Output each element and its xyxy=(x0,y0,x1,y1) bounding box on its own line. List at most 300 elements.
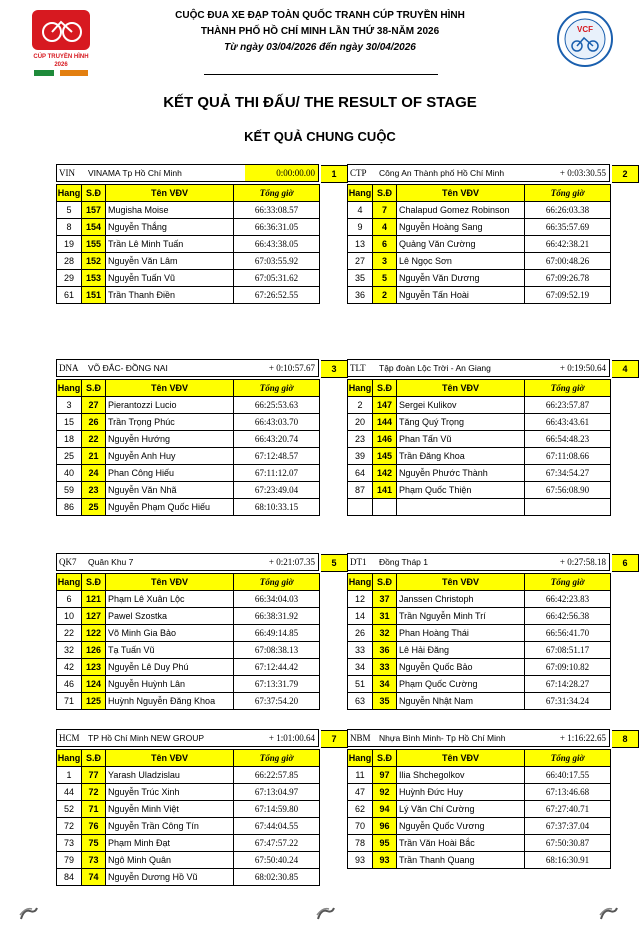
rider-bib: 5 xyxy=(373,270,397,287)
rider-name: Nguyễn Phước Thành xyxy=(397,465,525,482)
rider-bib: 125 xyxy=(82,693,106,710)
rider-bib: 124 xyxy=(82,676,106,693)
rider-rank: 2 xyxy=(348,397,373,414)
rider-bib: 27 xyxy=(82,397,106,414)
header-line-3: Từ ngày 03/04/2026 đến ngày 30/04/2026 xyxy=(224,42,416,53)
rider-time: 67:50:30.87 xyxy=(525,835,611,852)
rider-time: 67:23:49.04 xyxy=(234,482,320,499)
table-row xyxy=(57,482,320,499)
rider-name: Phan Hoàng Thái xyxy=(397,625,525,642)
col-header-time: Tổng giờ xyxy=(525,750,611,767)
table-row xyxy=(57,448,320,465)
rider-name: Nguyễn Văn Nhã xyxy=(106,482,234,499)
rider-name: Huỳnh Nguyễn Đăng Khoa xyxy=(106,693,234,710)
rider-rank xyxy=(348,499,373,516)
rider-rank: 33 xyxy=(348,642,373,659)
rider-rank: 3 xyxy=(57,397,82,414)
rider-bib: 123 xyxy=(82,659,106,676)
rider-time: 67:50:40.24 xyxy=(234,852,320,869)
col-header-time: Tổng giờ xyxy=(525,574,611,591)
rider-bib: 32 xyxy=(373,625,397,642)
team-block xyxy=(56,729,337,886)
rider-rank: 44 xyxy=(57,784,82,801)
rider-time: 67:47:57.22 xyxy=(234,835,320,852)
col-header-rank: Hang xyxy=(348,185,373,202)
rider-name: Trần Trọng Phúc xyxy=(106,414,234,431)
col-header-time: Tổng giờ xyxy=(234,750,320,767)
rider-time: 67:44:04.55 xyxy=(234,818,320,835)
rider-rank: 70 xyxy=(348,818,373,835)
rider-time: 66:25:53.63 xyxy=(234,397,320,414)
table-row xyxy=(57,869,320,886)
rider-name: Tăng Quý Trọng xyxy=(397,414,525,431)
rider-time: 68:16:30.91 xyxy=(525,852,611,869)
team-name: TP Hồ Chí Minh NEW GROUP xyxy=(88,733,205,743)
rider-bib: 146 xyxy=(373,431,397,448)
rider-time: 66:38:31.92 xyxy=(234,608,320,625)
rider-rank: 32 xyxy=(57,642,82,659)
rider-bib: 92 xyxy=(373,784,397,801)
rider-name: Nguyễn Văn Lâm xyxy=(106,253,234,270)
rider-time: 67:14:59.80 xyxy=(234,801,320,818)
rider-rank: 13 xyxy=(348,236,373,253)
team-header xyxy=(347,359,628,377)
rider-bib: 141 xyxy=(373,482,397,499)
rider-bib: 155 xyxy=(82,236,106,253)
rider-bib xyxy=(373,499,397,516)
rider-time: 67:13:46.68 xyxy=(525,784,611,801)
rider-name: Nguyễn Lê Duy Phú xyxy=(106,659,234,676)
team-time: + 0:21:07.35 xyxy=(268,557,315,567)
team-time: + 1:16:22.65 xyxy=(559,733,606,743)
table-row xyxy=(348,270,611,287)
team-header xyxy=(347,553,628,571)
rider-name: Nguyễn Hoàng Sang xyxy=(397,219,525,236)
col-header-rank: Hang xyxy=(57,380,82,397)
table-row xyxy=(57,625,320,642)
col-header-name: Tên VĐV xyxy=(397,750,525,767)
table-row xyxy=(57,835,320,852)
rider-bib: 21 xyxy=(82,448,106,465)
team-name: Quân Khu 7 xyxy=(88,557,134,567)
team-code: QK7 xyxy=(59,557,77,567)
rider-time: 66:42:23.83 xyxy=(525,591,611,608)
table-row xyxy=(57,608,320,625)
col-header-time: Tổng giờ xyxy=(525,185,611,202)
col-header-bib: S.Đ xyxy=(373,750,397,767)
footer-logo-left xyxy=(18,905,40,923)
rider-time: 66:33:08.57 xyxy=(234,202,320,219)
rider-time: 67:11:08.66 xyxy=(525,448,611,465)
team-time: + 0:19:50.64 xyxy=(559,363,606,373)
table-row xyxy=(348,676,611,693)
rider-name: Mugisha Moise xyxy=(106,202,234,219)
table-row xyxy=(348,852,611,869)
rider-name: Huỳnh Đức Huy xyxy=(397,784,525,801)
col-header-time: Tổng giờ xyxy=(234,380,320,397)
team-name: VINAMA Tp Hồ Chí Minh xyxy=(88,168,182,178)
rider-time: 67:27:40.71 xyxy=(525,801,611,818)
rider-name: Nguyễn Thắng xyxy=(106,219,234,236)
table-row xyxy=(348,448,611,465)
rider-name: Lý Văn Chí Cường xyxy=(397,801,525,818)
table-row xyxy=(348,499,611,516)
rider-name: Tạ Tuấn Vũ xyxy=(106,642,234,659)
col-header-bib: S.Đ xyxy=(373,185,397,202)
col-header-name: Tên VĐV xyxy=(397,185,525,202)
header-divider xyxy=(204,74,438,75)
team-name: Nhựa Bình Minh- Tp Hồ Chí Minh xyxy=(379,733,506,743)
rider-bib: 23 xyxy=(82,482,106,499)
rider-rank: 36 xyxy=(348,287,373,304)
rider-rank: 93 xyxy=(348,852,373,869)
team-position: 3 xyxy=(321,360,348,378)
rider-bib: 2 xyxy=(373,287,397,304)
rider-time: 66:40:17.55 xyxy=(525,767,611,784)
rider-bib: 25 xyxy=(82,499,106,516)
rider-name: Trần Thanh Điền xyxy=(106,287,234,304)
rider-time: 66:54:48.23 xyxy=(525,431,611,448)
table-row xyxy=(348,465,611,482)
rider-rank: 5 xyxy=(57,202,82,219)
rider-name: Trần Thanh Quang xyxy=(397,852,525,869)
rider-rank: 63 xyxy=(348,693,373,710)
rider-rank: 22 xyxy=(57,625,82,642)
rider-time: 66:56:41.70 xyxy=(525,625,611,642)
rider-rank: 10 xyxy=(57,608,82,625)
team-block xyxy=(347,553,628,710)
rider-bib: 126 xyxy=(82,642,106,659)
table-row xyxy=(57,219,320,236)
rider-name: Ngô Minh Quân xyxy=(106,852,234,869)
table-row xyxy=(348,219,611,236)
rider-bib: 36 xyxy=(373,642,397,659)
rider-rank: 79 xyxy=(57,852,82,869)
team-header xyxy=(56,359,337,377)
col-header-rank: Hang xyxy=(348,380,373,397)
rider-bib: 76 xyxy=(82,818,106,835)
team-time: + 0:03:30.55 xyxy=(559,168,606,178)
rider-rank: 6 xyxy=(57,591,82,608)
table-row xyxy=(57,431,320,448)
rider-time: 67:11:12.07 xyxy=(234,465,320,482)
table-row xyxy=(348,693,611,710)
rider-time: 66:43:43.61 xyxy=(525,414,611,431)
rider-rank: 9 xyxy=(348,219,373,236)
team-position: 1 xyxy=(321,165,348,183)
rider-name: Phan Công Hiếu xyxy=(106,465,234,482)
table-row xyxy=(57,236,320,253)
rider-rank: 15 xyxy=(57,414,82,431)
rider-name: Trần Đăng Khoa xyxy=(397,448,525,465)
rider-rank: 61 xyxy=(57,287,82,304)
rider-name: Nguyễn Văn Dương xyxy=(397,270,525,287)
col-header-name: Tên VĐV xyxy=(106,750,234,767)
rider-bib: 77 xyxy=(82,767,106,784)
col-header-name: Tên VĐV xyxy=(106,185,234,202)
rider-bib: 75 xyxy=(82,835,106,852)
rider-name: Yarash Uladzislau xyxy=(106,767,234,784)
col-header-time: Tổng giờ xyxy=(525,380,611,397)
team-position: 6 xyxy=(612,554,639,572)
col-header-bib: S.Đ xyxy=(373,380,397,397)
rider-rank: 19 xyxy=(57,236,82,253)
rider-bib: 4 xyxy=(373,219,397,236)
rider-bib: 151 xyxy=(82,287,106,304)
team-time: + 0:27:58.18 xyxy=(559,557,606,567)
rider-bib: 122 xyxy=(82,625,106,642)
rider-time: 66:34:04.03 xyxy=(234,591,320,608)
col-header-time: Tổng giờ xyxy=(234,185,320,202)
rider-bib: 97 xyxy=(373,767,397,784)
rider-rank: 46 xyxy=(57,676,82,693)
rider-rank: 84 xyxy=(57,869,82,886)
rider-name: Phạm Quốc Thiện xyxy=(397,482,525,499)
rider-rank: 73 xyxy=(57,835,82,852)
rider-bib: 157 xyxy=(82,202,106,219)
rider-bib: 31 xyxy=(373,608,397,625)
rider-name xyxy=(397,499,525,516)
header-line-2: THÀNH PHỐ HỒ CHÍ MINH LẦN THỨ 38-NĂM 2026 xyxy=(200,26,440,37)
rider-time: 67:05:31.62 xyxy=(234,270,320,287)
rider-name: Nguyễn Anh Huy xyxy=(106,448,234,465)
rider-bib: 152 xyxy=(82,253,106,270)
col-header-rank: Hang xyxy=(57,185,82,202)
team-header xyxy=(56,553,337,571)
table-row xyxy=(348,767,611,784)
rider-rank: 71 xyxy=(57,693,82,710)
col-header-rank: Hang xyxy=(57,574,82,591)
table-row xyxy=(57,693,320,710)
table-row xyxy=(57,642,320,659)
rider-rank: 26 xyxy=(348,625,373,642)
col-header-rank: Hang xyxy=(348,750,373,767)
rider-time: 67:12:48.57 xyxy=(234,448,320,465)
team-block xyxy=(56,553,337,710)
rider-rank: 62 xyxy=(348,801,373,818)
rider-bib: 74 xyxy=(82,869,106,886)
rider-name: Quảng Văn Cường xyxy=(397,236,525,253)
rider-bib: 142 xyxy=(373,465,397,482)
team-table xyxy=(56,184,320,304)
rider-time: 67:14:28.27 xyxy=(525,676,611,693)
table-row xyxy=(348,482,611,499)
team-position: 4 xyxy=(612,360,639,378)
header-line-1: CUỘC ĐUA XE ĐẠP TOÀN QUỐC TRANH CÚP TRUYỀN HÌNH xyxy=(175,10,465,21)
rider-time: 67:37:37.04 xyxy=(525,818,611,835)
team-position: 8 xyxy=(612,730,639,748)
rider-rank: 25 xyxy=(57,448,82,465)
rider-time: 66:26:03.38 xyxy=(525,202,611,219)
rider-name: Nguyễn Quốc Bảo xyxy=(397,659,525,676)
team-code: TLT xyxy=(350,363,366,373)
rider-bib: 37 xyxy=(373,591,397,608)
rider-rank: 87 xyxy=(348,482,373,499)
rider-rank: 42 xyxy=(57,659,82,676)
rider-time: 66:42:56.38 xyxy=(525,608,611,625)
table-row xyxy=(348,784,611,801)
col-header-bib: S.Đ xyxy=(82,574,106,591)
table-row xyxy=(57,287,320,304)
rider-time: 66:35:57.69 xyxy=(525,219,611,236)
rider-time: 67:13:04.97 xyxy=(234,784,320,801)
rider-rank: 40 xyxy=(57,465,82,482)
rider-bib: 121 xyxy=(82,591,106,608)
rider-rank: 8 xyxy=(57,219,82,236)
team-header xyxy=(56,164,337,182)
table-row xyxy=(348,591,611,608)
rider-bib: 147 xyxy=(373,397,397,414)
rider-time: 66:22:57.85 xyxy=(234,767,320,784)
table-row xyxy=(57,659,320,676)
rider-bib: 33 xyxy=(373,659,397,676)
rider-rank: 23 xyxy=(348,431,373,448)
rider-name: Lê Hải Đăng xyxy=(397,642,525,659)
table-row xyxy=(57,767,320,784)
table-row xyxy=(348,659,611,676)
rider-name: Nguyễn Nhật Nam xyxy=(397,693,525,710)
rider-name: Phạm Quốc Cường xyxy=(397,676,525,693)
table-row xyxy=(57,852,320,869)
team-position: 5 xyxy=(321,554,348,572)
rider-bib: 153 xyxy=(82,270,106,287)
rider-time: 67:37:54.20 xyxy=(234,693,320,710)
table-row xyxy=(57,465,320,482)
rider-bib: 26 xyxy=(82,414,106,431)
table-row xyxy=(57,801,320,818)
table-row xyxy=(348,236,611,253)
page-title: KẾT QUẢ THI ĐẤU/ THE RESULT OF STAGE xyxy=(163,94,477,111)
rider-bib: 71 xyxy=(82,801,106,818)
team-table xyxy=(347,573,611,710)
rider-name: Nguyễn Huỳnh Lân xyxy=(106,676,234,693)
page-subtitle: KẾT QUẢ CHUNG CUỘC xyxy=(244,129,396,144)
rider-name: Nguyễn Phạm Quốc Hiếu xyxy=(106,499,234,516)
rider-bib: 94 xyxy=(373,801,397,818)
rider-rank: 28 xyxy=(57,253,82,270)
rider-rank: 11 xyxy=(348,767,373,784)
team-code: NBM xyxy=(350,733,371,743)
rider-rank: 51 xyxy=(348,676,373,693)
rider-rank: 20 xyxy=(348,414,373,431)
rider-time: 67:08:51.17 xyxy=(525,642,611,659)
col-header-time: Tổng giờ xyxy=(234,574,320,591)
rider-time: 67:12:44.42 xyxy=(234,659,320,676)
rider-bib: 127 xyxy=(82,608,106,625)
table-row xyxy=(348,414,611,431)
rider-name: Nguyễn Tuấn Vũ xyxy=(106,270,234,287)
team-code: DNA xyxy=(59,363,79,373)
rider-name: Phạm Minh Đạt xyxy=(106,835,234,852)
table-row xyxy=(57,499,320,516)
rider-time: 67:56:08.90 xyxy=(525,482,611,499)
table-row xyxy=(348,642,611,659)
table-row xyxy=(57,397,320,414)
team-position: 2 xyxy=(612,165,639,183)
table-row xyxy=(57,253,320,270)
rider-name: Trần Lê Minh Tuấn xyxy=(106,236,234,253)
team-code: DT1 xyxy=(350,557,367,567)
rider-name: Nguyễn Minh Việt xyxy=(106,801,234,818)
col-header-rank: Hang xyxy=(57,750,82,767)
table-row xyxy=(348,397,611,414)
team-table xyxy=(56,749,320,886)
team-name: VÕ ĐẮC- ĐỒNG NAI xyxy=(88,363,168,373)
rider-name: Nguyễn Trúc Xinh xyxy=(106,784,234,801)
col-header-name: Tên VĐV xyxy=(397,574,525,591)
rider-bib: 96 xyxy=(373,818,397,835)
rider-bib: 24 xyxy=(82,465,106,482)
table-row xyxy=(348,801,611,818)
table-row xyxy=(348,625,611,642)
table-row xyxy=(57,202,320,219)
table-row xyxy=(348,835,611,852)
team-name: Đồng Tháp 1 xyxy=(379,557,428,567)
rider-time: 67:09:10.82 xyxy=(525,659,611,676)
rider-time: 66:43:20.74 xyxy=(234,431,320,448)
team-table xyxy=(56,573,320,710)
rider-name: Nguyễn Quốc Vương xyxy=(397,818,525,835)
rider-name: Phan Tấn Vũ xyxy=(397,431,525,448)
rider-bib: 7 xyxy=(373,202,397,219)
table-row xyxy=(57,818,320,835)
rider-rank: 14 xyxy=(348,608,373,625)
rider-bib: 22 xyxy=(82,431,106,448)
rider-rank: 35 xyxy=(348,270,373,287)
table-row xyxy=(348,287,611,304)
rider-name: Nguyễn Hướng xyxy=(106,431,234,448)
team-block xyxy=(347,359,628,516)
rider-time: 67:31:34.24 xyxy=(525,693,611,710)
team-table xyxy=(56,379,320,516)
table-row xyxy=(57,676,320,693)
rider-name: Nguyễn Dương Hồ Vũ xyxy=(106,869,234,886)
rider-bib: 95 xyxy=(373,835,397,852)
team-name: Tập đoàn Lộc Trời - An Giang xyxy=(379,363,491,373)
team-time: + 1:01:00.64 xyxy=(268,733,315,743)
rider-rank: 29 xyxy=(57,270,82,287)
team-header xyxy=(56,729,337,747)
table-row xyxy=(348,431,611,448)
team-code: VIN xyxy=(59,168,75,178)
rider-name: Nguyễn Tấn Hoài xyxy=(397,287,525,304)
rider-bib: 73 xyxy=(82,852,106,869)
rider-rank: 86 xyxy=(57,499,82,516)
rider-time: 67:09:52.19 xyxy=(525,287,611,304)
team-position: 7 xyxy=(321,730,348,748)
rider-rank: 52 xyxy=(57,801,82,818)
rider-name: Phạm Lê Xuân Lộc xyxy=(106,591,234,608)
rider-name: Ilia Shchegolkov xyxy=(397,767,525,784)
rider-time xyxy=(525,499,611,516)
rider-rank: 12 xyxy=(348,591,373,608)
col-header-rank: Hang xyxy=(348,574,373,591)
team-block xyxy=(56,359,337,516)
team-block xyxy=(56,164,337,304)
team-table xyxy=(347,749,611,869)
team-code: HCM xyxy=(59,733,80,743)
table-row xyxy=(57,784,320,801)
rider-bib: 35 xyxy=(373,693,397,710)
table-row xyxy=(57,414,320,431)
rider-bib: 34 xyxy=(373,676,397,693)
col-header-name: Tên VĐV xyxy=(106,574,234,591)
table-row xyxy=(57,270,320,287)
rider-name: Sergei Kulikov xyxy=(397,397,525,414)
col-header-name: Tên VĐV xyxy=(397,380,525,397)
rider-name: Pierantozzi Lucio xyxy=(106,397,234,414)
rider-name: Trần Văn Hoài Bắc xyxy=(397,835,525,852)
